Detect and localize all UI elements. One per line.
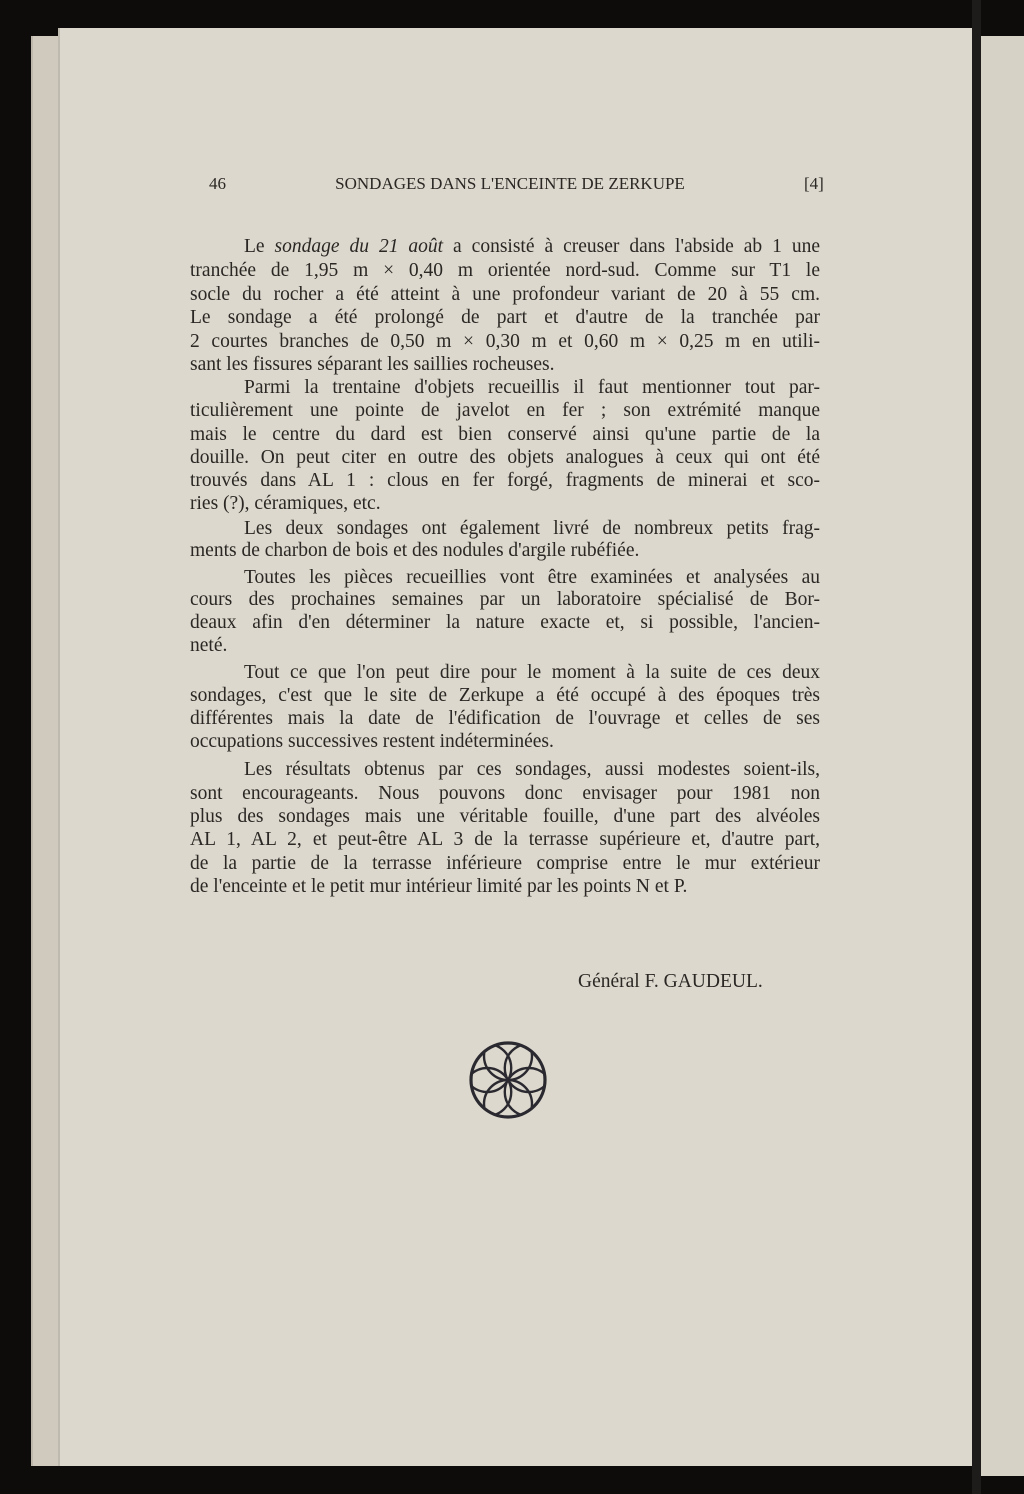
- body-line: neté.: [190, 635, 228, 656]
- body-line: tranchée de 1,95 m × 0,40 m orientée nord-sud. Comme sur T1 le: [190, 260, 820, 281]
- body-line: [190, 235, 820, 259]
- body-line: 2 courtes branches de 0,50 m × 0,30 m et 0,60 m × 0,25 m en utili-: [190, 331, 820, 352]
- body-line: sondages, c'est que le site de Zerkupe a été occupé à des époques très: [190, 685, 820, 706]
- running-title: SONDAGES DANS L'ENCEINTE DE ZERKUPE: [335, 174, 685, 193]
- signature: Général F. GAUDEUL.: [578, 971, 763, 992]
- body-line: socle du rocher a été atteint à une profondeur variant de 20 à 55 cm.: [190, 284, 820, 305]
- body-line: Parmi la trentaine d'objets recueillis il faut mentionner tout par-: [244, 377, 820, 398]
- body-line: Toutes les pièces recueillies vont être examinées et analysées au: [244, 567, 820, 588]
- body-line: de la partie de la terrasse inférieure comprise entre le mur extérieur: [190, 853, 820, 874]
- book-gutter: [972, 0, 981, 1494]
- page-number: 46: [209, 174, 226, 193]
- body-line: Tout ce que l'on peut dire pour le moment à la suite de ces deux: [244, 662, 820, 683]
- body-line: ticulièrement une pointe de javelot en fer ; son extrémité manque: [190, 400, 820, 421]
- body-line: plus des sondages mais une véritable fouille, d'une part des alvéoles: [190, 806, 820, 827]
- body-line: sant les fissures séparant les saillies rocheuses.: [190, 354, 555, 375]
- body-line: mais le centre du dard est bien conservé ainsi qu'une partie de la: [190, 424, 820, 445]
- body-line: Les résultats obtenus par ces sondages, aussi modestes soient-ils,: [244, 759, 820, 780]
- body-line: douille. On peut citer en outre des objets analogues à ceux qui ont été: [190, 447, 820, 468]
- body-line: Le sondage a été prolongé de part et d'autre de la tranchée par: [190, 307, 820, 328]
- facing-page-edge: [981, 36, 1024, 1476]
- text: a consisté à creuser dans l'abside ab 1 une: [443, 236, 820, 257]
- body-line: ries (?), céramiques, etc.: [190, 493, 381, 514]
- body-line: trouvés dans AL 1 : clous en fer forgé, fragments de minerai et sco-: [190, 470, 820, 491]
- body-line: Les deux sondages ont également livré de nombreux petits frag-: [244, 518, 820, 539]
- body-line: différentes mais la date de l'édification de l'ouvrage et celles de ses: [190, 708, 820, 729]
- body-line: de l'enceinte et le petit mur intérieur limité par les points N et P.: [190, 876, 688, 897]
- body-line: occupations successives restent indéterminées.: [190, 731, 554, 752]
- italic-text: sondage du 21 août: [274, 236, 444, 257]
- body-line: cours des prochaines semaines par un laboratoire spécialisé de Bor-: [190, 589, 820, 610]
- rosette-icon: [466, 1038, 550, 1122]
- body-line: AL 1, AL 2, et peut-être AL 3 de la terrasse supérieure et, d'autre part,: [190, 829, 820, 850]
- body-line: sont encourageants. Nous pouvons donc envisager pour 1981 non: [190, 783, 820, 804]
- text: Le: [244, 236, 275, 257]
- section-number: [4]: [804, 174, 824, 193]
- body-line: ments de charbon de bois et des nodules d'argile rubéfiée.: [190, 540, 640, 561]
- body-line: deaux afin d'en déterminer la nature exacte et, si possible, l'ancien-: [190, 612, 820, 633]
